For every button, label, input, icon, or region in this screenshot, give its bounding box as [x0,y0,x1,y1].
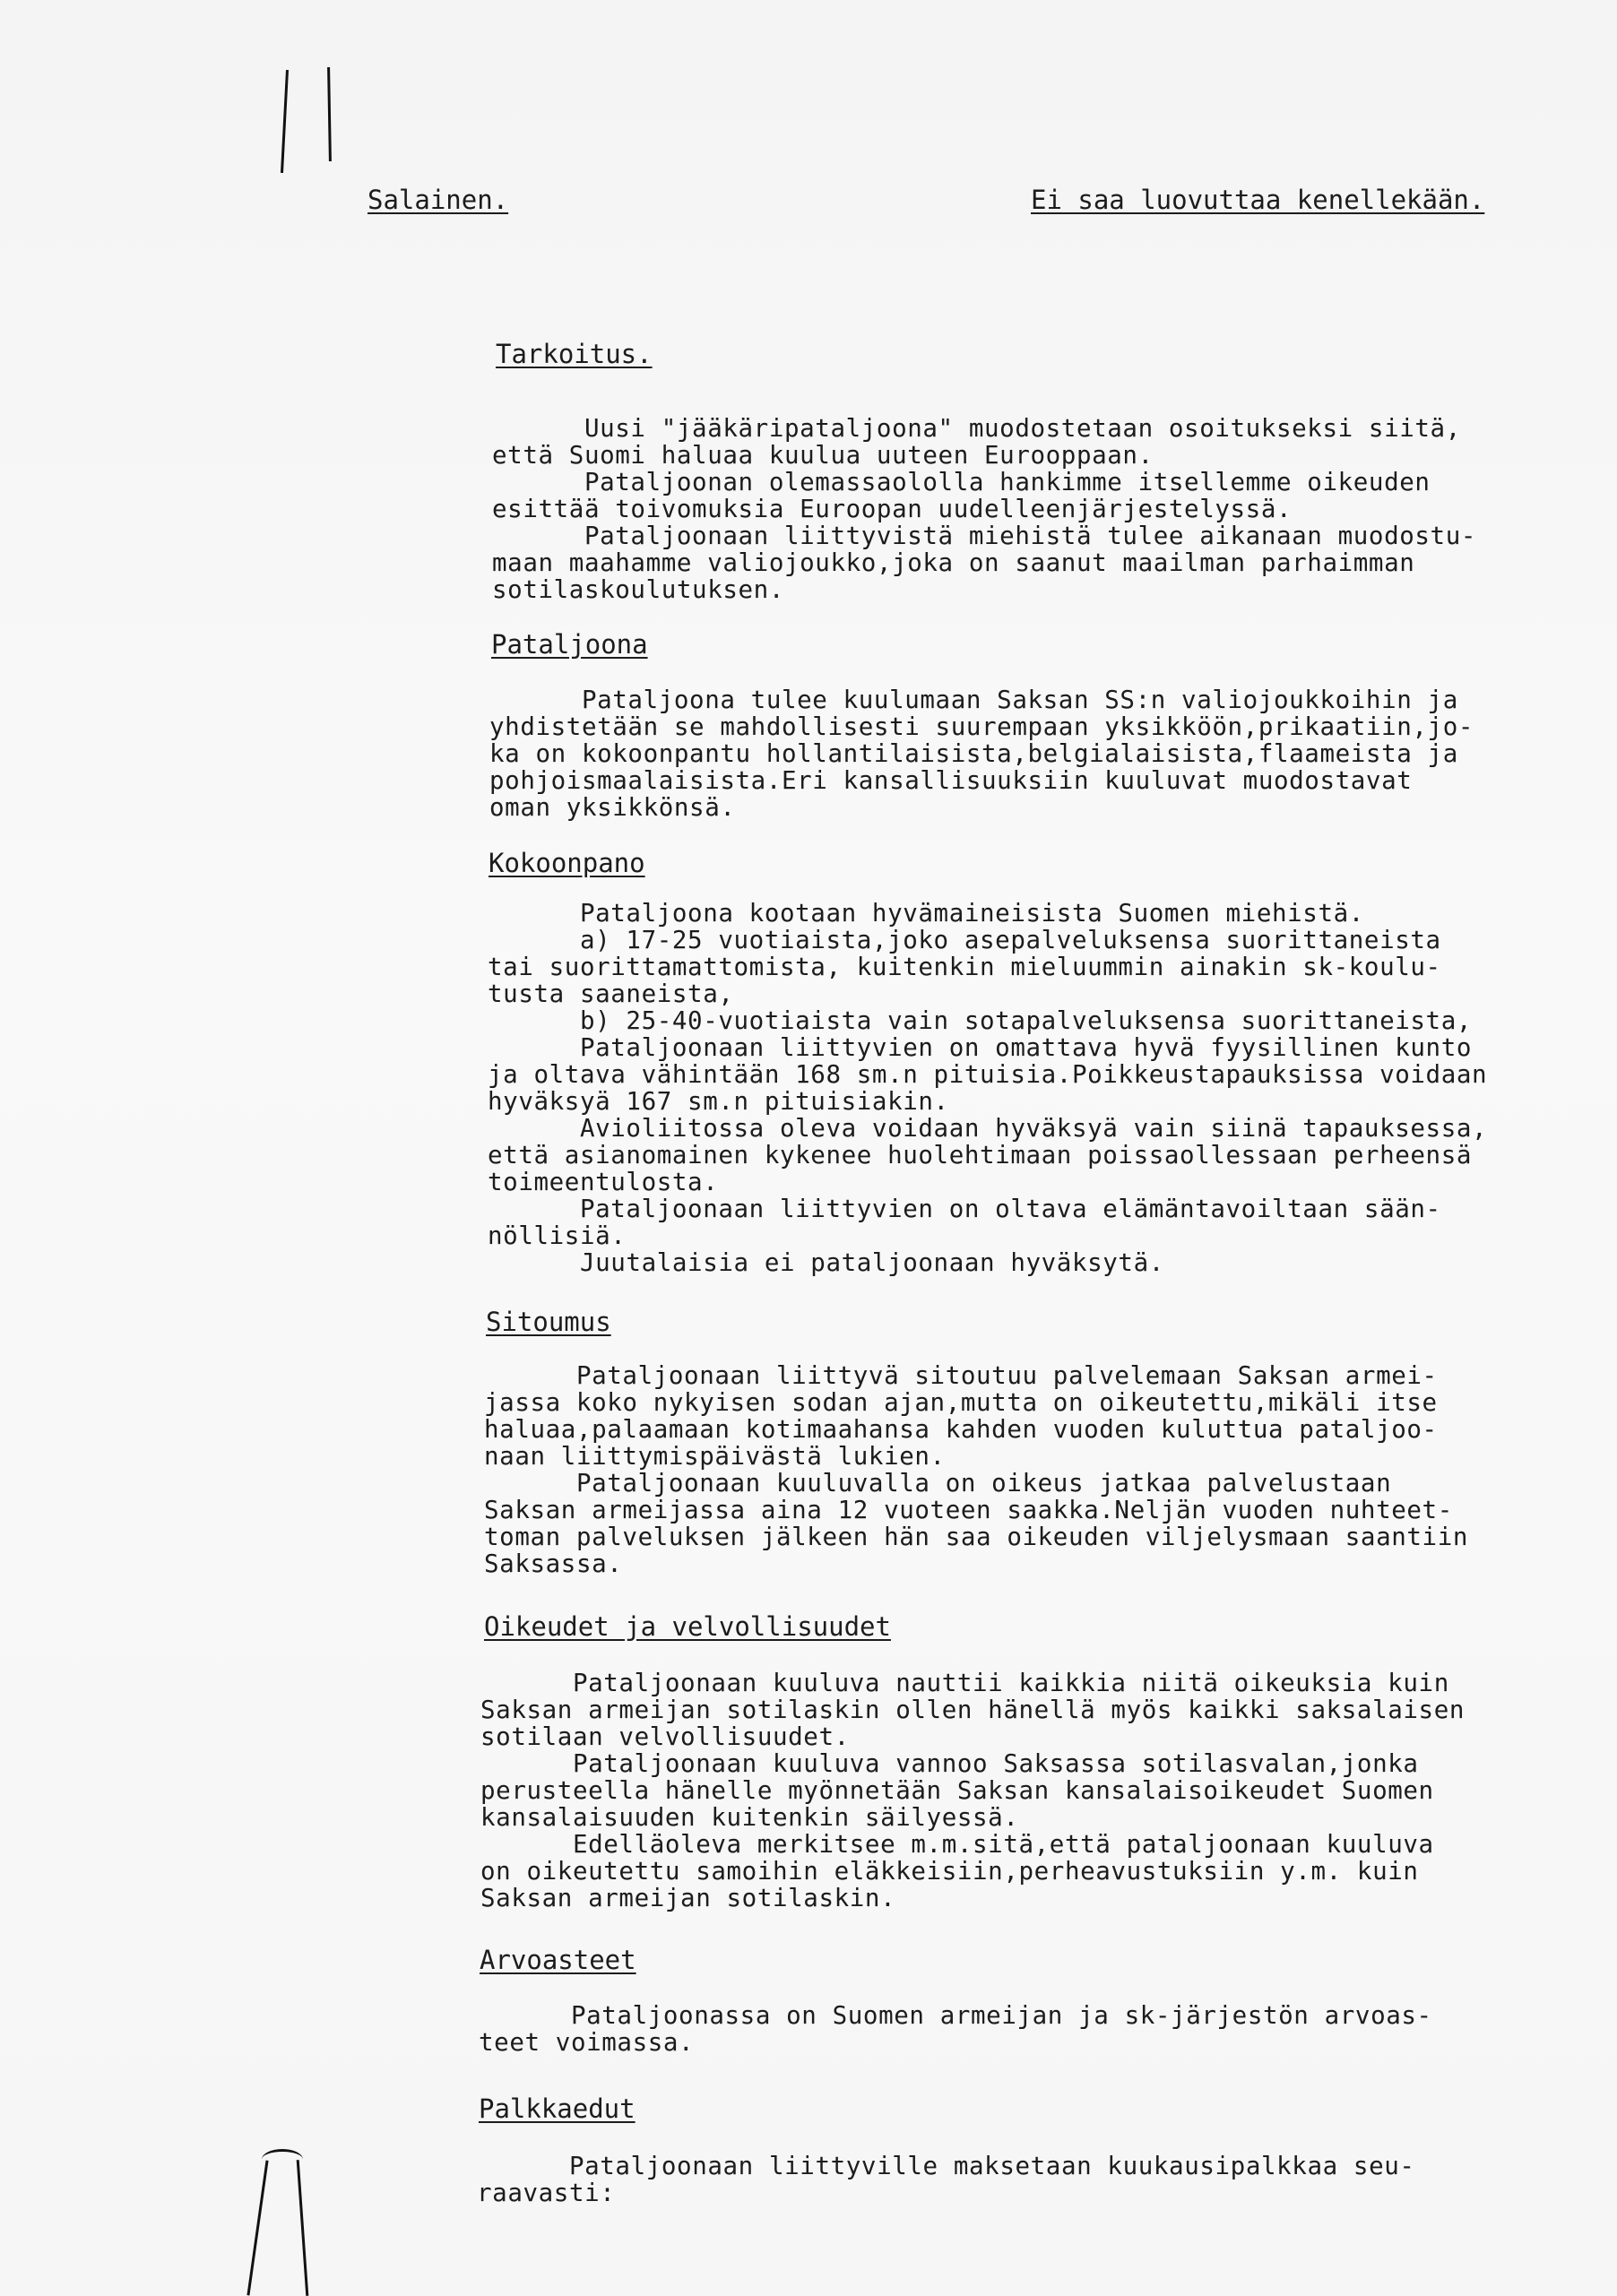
body-line: Pataljoonaan liittyvistä miehistä tulee aikanaan muodostu- [492,522,1477,550]
body-line: sotilaskoulutuksen. [492,575,784,604]
section-heading: Tarkoitus. [496,339,653,369]
body-line: ja oltava vähintään 168 sm.n pituisia.Poikkeustapauksissa voidaan [488,1060,1488,1089]
body-line: esittää toivomuksia Euroopan uudelleenjärjestelyssä. [492,495,1293,523]
body-line: Pataljoonassa on Suomen armeijan ja sk-järjestön arvoas- [479,2001,1432,2030]
margin-mark-top [281,70,289,173]
body-line: haluaa,palaamaan kotimaahansa kahden vuoden kuluttua pataljoo- [484,1415,1438,1444]
body-line: Saksan armeijassa aina 12 vuoteen saakka.Neljän vuoden nuhteet- [484,1496,1453,1524]
body-line: maan maahamme valiojoukko,joka on saanut maailman parhaimman [492,548,1415,577]
body-line: tai suorittamattomista, kuitenkin mieluummin ainakin sk-koulu- [488,953,1441,981]
body-line: että Suomi haluaa kuulua uuteen Eurooppaan. [492,441,1154,470]
body-line: teet voimassa. [479,2028,695,2057]
section-heading: Sitoumus [486,1307,611,1337]
body-line: oman yksikkönsä. [489,793,736,822]
body-line: sotilaan velvollisuudet. [480,1722,850,1751]
body-line: Saksan armeijan sotilaskin ollen hänellä myös kaikki saksalaisen [480,1696,1466,1724]
body-line: b) 25-40-vuotiaista vain sotapalveluksensa suorittaneista, [488,1006,1473,1035]
body-line: hyväksyä 167 sm.n pituisiakin. [488,1087,949,1116]
body-line: raavasti: [477,2179,616,2207]
body-line: että asianomainen kykenee huolehtimaan poissaollessaan perheensä [488,1141,1473,1170]
body-line: toimeentulosta. [488,1168,719,1196]
body-line: ka on kokoonpantu hollantilaisista,belgialaisista,flaameista ja [489,739,1458,768]
body-line: Uusi "jääkäripataljoona" muodostetaan osoitukseksi siitä, [492,414,1461,443]
body-line: a) 17-25 vuotiaista,joko asepalveluksensa suorittaneista [488,926,1441,954]
body-line: toman palveluksen jälkeen hän saa oikeuden viljelysmaan saantiin [484,1523,1469,1551]
margin-mark-bottom [246,2161,268,2296]
body-line: on oikeutettu samoihin eläkkeisiin,perheavustuksiin y.m. kuin [480,1857,1419,1886]
body-line: Pataljoona kootaan hyvämaineisista Suomen miehistä. [488,899,1364,928]
body-line: Pataljoonan olemassaololla hankimme itsellemme oikeuden [492,468,1431,496]
body-line: Pataljoonaan kuuluvalla on oikeus jatkaa palvelustaan [484,1469,1392,1498]
section-heading: Kokoonpano [489,848,645,878]
margin-mark-top-second [327,67,332,161]
body-line: Saksan armeijan sotilaskin. [480,1884,896,1912]
section-heading: Arvoasteet [480,1945,636,1975]
body-line: Pataljoonaan kuuluva nauttii kaikkia niitä oikeuksia kuin [480,1669,1449,1697]
body-line: naan liittymispäivästä lukien. [484,1442,946,1471]
body-line: yhdistetään se mahdollisesti suurempaan yksikköön,prikaatiin,jo- [489,712,1474,741]
body-line: Avioliitossa oleva voidaan hyväksyä vain siinä tapauksessa, [488,1114,1488,1143]
body-line: Pataljoonaan liittyvä sitoutuu palvelemaan Saksan armei- [484,1361,1438,1390]
body-line: Pataljoonaan kuuluva vannoo Saksassa sotilasvalan,jonka [480,1749,1419,1778]
body-line: Pataljoona tulee kuulumaan Saksan SS:n valiojoukkoihin ja [489,686,1458,714]
body-line: Pataljoonaan liittyville maksetaan kuukausipalkkaa seu- [477,2152,1415,2180]
body-line: nöllisiä. [488,1221,627,1250]
body-line: Juutalaisia ei pataljoonaan hyväksytä. [488,1248,1164,1277]
classification-label: Salainen. [368,185,509,215]
section-heading: Pataljoona [491,629,648,660]
margin-mark-bottom-second [297,2160,309,2296]
body-line: perusteella hänelle myönnetään Saksan kansalaisoikeudet Suomen [480,1776,1434,1805]
body-line: Pataljoonaan liittyvien on omattava hyvä fyysillinen kunto [488,1033,1473,1062]
body-line: tusta saaneista, [488,980,734,1008]
body-line: Pataljoonaan liittyvien on oltava elämäntavoiltaan sään- [488,1195,1441,1223]
distribution-restriction-label: Ei saa luovuttaa kenellekään. [1031,185,1485,215]
body-line: Edelläoleva merkitsee m.m.sitä,että pataljoonaan kuuluva [480,1830,1434,1859]
section-heading: Oikeudet ja velvollisuudet [484,1611,891,1642]
margin-mark-bottom-arc [262,2149,303,2170]
body-line: kansalaisuuden kuitenkin säilyessä. [480,1803,1019,1832]
body-line: pohjoismaalaisista.Eri kansallisuuksiin kuuluvat muodostavat [489,766,1413,795]
body-line: jassa koko nykyisen sodan ajan,mutta on oikeutettu,mikäli itse [484,1388,1438,1417]
section-heading: Palkkaedut [479,2093,636,2124]
body-line: Saksassa. [484,1549,623,1578]
